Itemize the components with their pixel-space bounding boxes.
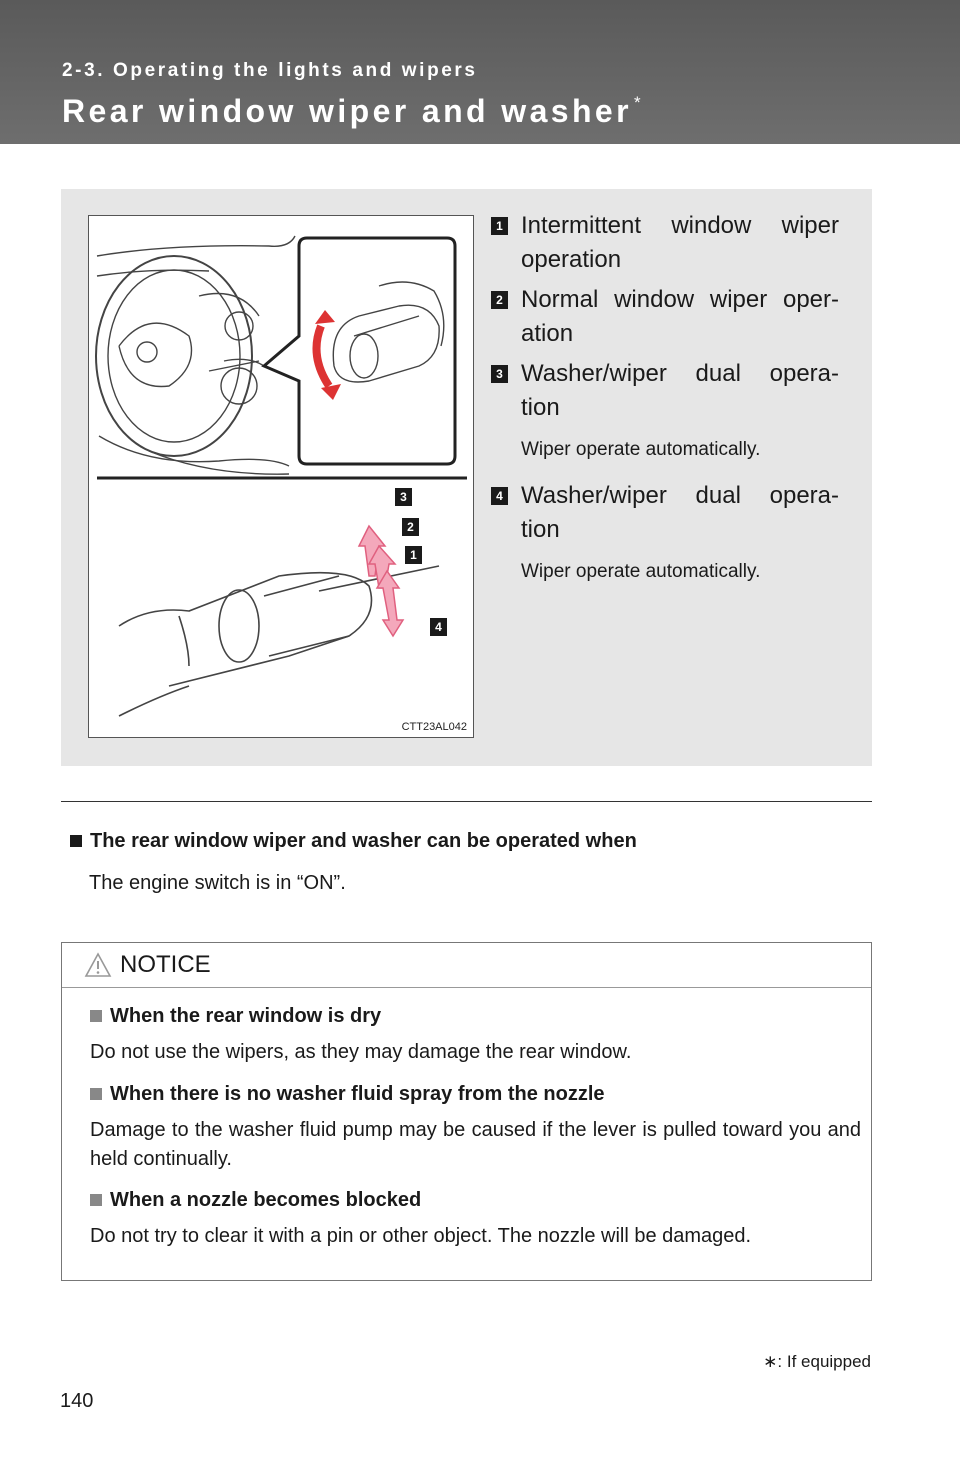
square-bullet-icon xyxy=(90,1194,102,1206)
square-bullet-icon xyxy=(70,835,82,847)
notice-item-1 xyxy=(90,1005,861,1067)
step-4 xyxy=(477,479,839,547)
notice-item-heading: When the rear window is dry xyxy=(110,1005,382,1027)
notice-title: NOTICE xyxy=(120,951,211,978)
section-title: 2-3. Operating the lights and wipers xyxy=(62,60,478,81)
step-text: Washer/wiper dual opera- tion xyxy=(521,360,839,421)
notice-item-2 xyxy=(90,1083,861,1174)
divider xyxy=(61,801,872,802)
step-text: Intermittent window wiper operation xyxy=(521,212,839,273)
footnote: ∗: If equipped xyxy=(763,1352,871,1371)
step-text: Normal window wiper oper- ation xyxy=(521,286,839,347)
step-note: Wiper operate automatically. xyxy=(521,561,761,582)
step-list xyxy=(477,209,839,601)
step-number: 2 xyxy=(491,291,508,309)
wiper-lever-illustration xyxy=(89,216,473,737)
notice-item-text: Damage to the washer fluid pump may be caused if the lever is pulled toward you and held continually. xyxy=(90,1119,861,1170)
notice-item-heading: When there is no washer fluid spray from the nozzle xyxy=(110,1083,605,1105)
callout-3: 3 xyxy=(400,490,407,504)
step-number: 3 xyxy=(491,365,508,383)
notice-header xyxy=(62,943,871,988)
step-3 xyxy=(477,357,839,425)
page-header xyxy=(0,0,960,144)
notice-item-text: Do not use the wipers, as they may damage the rear window. xyxy=(90,1041,632,1063)
page-title-text: Rear window wiper and washer xyxy=(62,93,632,129)
optional-mark: * xyxy=(633,93,645,112)
step-number: 1 xyxy=(491,217,508,235)
step-text: Washer/wiper dual opera- tion xyxy=(521,482,839,543)
notice-item-heading: When a nozzle becomes blocked xyxy=(110,1189,422,1211)
illustration-panel xyxy=(61,189,872,766)
notice-box xyxy=(61,942,872,1281)
figure-code: CTT23AL042 xyxy=(401,721,467,733)
callout-2: 2 xyxy=(407,520,414,534)
warning-triangle-icon xyxy=(84,952,112,978)
callout-4: 4 xyxy=(435,620,442,634)
square-bullet-icon xyxy=(90,1010,102,1022)
step-number: 4 xyxy=(491,487,508,505)
step-2 xyxy=(477,283,839,351)
notice-item-text: Do not try to clear it with a pin or other object. The nozzle will be damaged. xyxy=(90,1225,752,1247)
wiper-lever-figure xyxy=(88,215,474,738)
page-number: 140 xyxy=(60,1390,94,1412)
callout-1: 1 xyxy=(410,548,417,562)
square-bullet-icon xyxy=(90,1088,102,1100)
condition-heading xyxy=(70,830,637,853)
step-note: Wiper operate automatically. xyxy=(521,439,761,460)
step-1 xyxy=(477,209,839,277)
condition-heading-text: The rear window wiper and washer can be operated when xyxy=(90,830,637,852)
page-title xyxy=(62,93,644,130)
notice-item-3 xyxy=(90,1189,861,1251)
condition-text: The engine switch is in “ON”. xyxy=(89,872,346,894)
